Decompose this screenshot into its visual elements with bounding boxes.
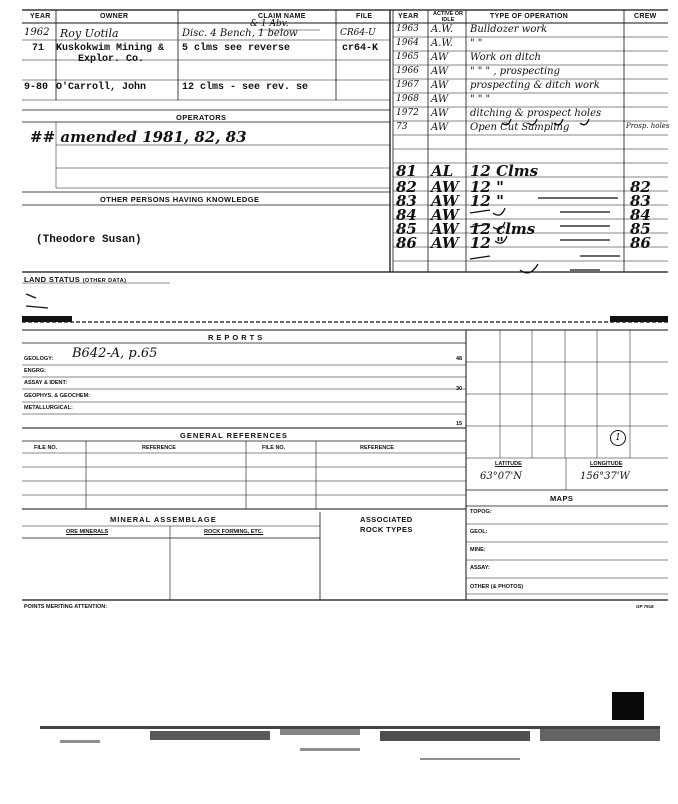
operation-crew: 86 <box>630 234 651 252</box>
maps-topog: TOPOG: <box>470 509 492 515</box>
operation-status: AW <box>431 66 449 77</box>
general-references-col-reference-1: REFERENCE <box>142 445 176 451</box>
operation-year: 1965 <box>396 52 419 62</box>
claim-row-2-claim: 5 clms see reverse <box>182 43 291 54</box>
maps-mine: MINE: <box>470 547 486 553</box>
general-references-col-reference-2: REFERENCE <box>360 445 394 451</box>
header-owner: OWNER <box>100 13 129 20</box>
claim-row-3-owner: O'Carroll, John <box>56 82 147 93</box>
rock-types-label: ROCK TYPES <box>360 525 413 534</box>
other-persons-entry: (Theodore Susan) <box>36 234 142 246</box>
operation-type: Work on ditch <box>470 52 541 63</box>
operators-entry: ## amended 1981, 82, 83 <box>30 128 247 146</box>
mineral-rock-forming: ROCK FORMING, ETC. <box>204 529 264 535</box>
operation-year: 1966 <box>396 66 419 76</box>
operation-crew: Prosp. holes <box>626 122 670 130</box>
claim-row-1-claim: Disc. 4 Bench, 1 below <box>182 28 298 39</box>
land-status-label <box>24 275 126 284</box>
operation-status: AW <box>431 94 449 105</box>
claim-row-2-file: cr64-K <box>342 43 379 54</box>
land-status-sub: (OTHER DATA) <box>82 278 127 284</box>
operation-status: AL <box>431 162 454 180</box>
general-references-col-file-2: FILE NO. <box>262 445 286 451</box>
mineral-ore-minerals: ORE MINERALS <box>66 529 109 535</box>
reports-assay-label: ASSAY & IDENT: <box>24 380 68 386</box>
operation-year: 73 <box>396 122 408 132</box>
operation-year: 81 <box>396 162 417 180</box>
operation-year: 1967 <box>396 80 419 90</box>
operation-status: AW <box>431 234 459 252</box>
operation-year: 1968 <box>396 94 419 104</box>
reports-title: REPORTS <box>208 333 266 342</box>
general-references-title: GENERAL REFERENCES <box>180 431 288 440</box>
operation-type: Bulldozer work <box>470 24 548 35</box>
operation-type: " " " <box>470 94 491 105</box>
operation-type: 12 " <box>470 192 504 210</box>
claim-row-1-year: 1962 <box>24 27 50 38</box>
claim-row-3-year: 9-80 <box>24 82 49 93</box>
operation-status: AW <box>431 122 449 133</box>
claim-row-2-owner-cont: Explor. Co. <box>78 54 145 65</box>
form-number: GP 7918 <box>636 604 654 609</box>
operation-year: 86 <box>396 234 417 252</box>
header-active-or-idle: ACTIVE OR IDLE <box>433 11 463 23</box>
longitude-value: 156°37'W <box>580 471 630 482</box>
operation-crew: 85 <box>630 220 651 238</box>
reports-geophys-label: GEOPHYS. & GEOCHEM: <box>24 393 91 399</box>
land-status-text: LAND STATUS <box>24 275 81 284</box>
reports-num-48: 48 <box>456 356 463 362</box>
claim-row-1-owner: Roy Uotila <box>60 27 119 40</box>
associated-label: ASSOCIATED <box>360 515 413 524</box>
operation-status: AW <box>431 80 449 91</box>
latitude-value: 63°07'N <box>480 471 522 482</box>
claim-row-1-claim-above: & 1 Abv. <box>250 19 289 29</box>
operation-year: 85 <box>396 220 417 238</box>
header-crew: CREW <box>634 13 657 20</box>
claim-row-3-claim: 12 clms - see rev. se <box>182 82 309 93</box>
header-year-2: YEAR <box>398 13 419 20</box>
maps-geol: GEOL: <box>470 529 488 535</box>
operation-crew: 82 <box>630 178 651 196</box>
operation-year: 1972 <box>396 108 419 118</box>
location-circle-number: 1 <box>610 430 626 446</box>
operation-status: A.W. <box>431 38 454 49</box>
claim-row-2-year: 71 <box>32 43 45 54</box>
operation-status: A.W. <box>431 24 454 35</box>
operation-status: AW <box>431 52 449 63</box>
operation-year: 83 <box>396 192 417 210</box>
operation-type: ditching & prospect holes <box>470 108 602 119</box>
other-persons-title: OTHER PERSONS HAVING KNOWLEDGE <box>100 195 260 204</box>
header-year: YEAR <box>30 13 51 20</box>
operation-status: AW <box>431 192 459 210</box>
claim-row-1-file: CR64-U <box>340 28 376 38</box>
operation-status: AW <box>431 220 459 238</box>
maps-other: OTHER (& PHOTOS) <box>470 584 524 590</box>
operation-year: 1963 <box>396 24 419 34</box>
operation-year: 82 <box>396 178 417 196</box>
reports-num-30: 30 <box>456 386 463 392</box>
maps-assay: ASSAY: <box>470 565 490 571</box>
operation-type: 12 " <box>470 234 504 252</box>
operation-type: 12 clms <box>470 220 536 238</box>
longitude-label: LONGITUDE <box>590 461 623 467</box>
reports-metallurgical-label: METALLURGICAL: <box>24 405 73 411</box>
operation-type: Open Cut Sampling <box>470 122 570 133</box>
operation-type: prospecting & ditch work <box>470 80 600 91</box>
operation-crew: 84 <box>630 206 651 224</box>
header-file: FILE <box>356 13 373 20</box>
operation-status: AW <box>431 206 459 224</box>
operation-year: 84 <box>396 206 417 224</box>
latitude-label: LATITUDE <box>495 461 522 467</box>
reports-engrg-label: ENGRG: <box>24 368 46 374</box>
mineral-assemblage-title: MINERAL ASSEMBLAGE <box>110 515 217 524</box>
header-claim-name: CLAIM NAME <box>258 13 306 20</box>
header-type-of-operation: TYPE OF OPERATION <box>490 13 569 20</box>
operation-type: 12 Clms <box>470 162 539 180</box>
operators-title: OPERATORS <box>176 113 227 122</box>
reports-num-15: 15 <box>456 421 463 427</box>
operation-year: 1964 <box>396 38 419 48</box>
operation-type: " " " , prospecting <box>470 66 561 77</box>
claim-row-2-owner: Kuskokwim Mining & <box>56 43 165 54</box>
reports-geology-label: GEOLOGY: <box>24 356 54 362</box>
maps-title: MAPS <box>550 494 574 503</box>
operation-status: AW <box>431 178 459 196</box>
operation-crew: 83 <box>630 192 651 210</box>
points-meriting-attention: POINTS MERITING ATTENTION: <box>24 604 108 610</box>
operation-status: AW <box>431 108 449 119</box>
operation-type: 12 " <box>470 178 504 196</box>
general-references-col-file-1: FILE NO. <box>34 445 58 451</box>
operation-type: " " <box>470 38 483 49</box>
reports-geology-value: B642-A, p.65 <box>72 346 158 361</box>
